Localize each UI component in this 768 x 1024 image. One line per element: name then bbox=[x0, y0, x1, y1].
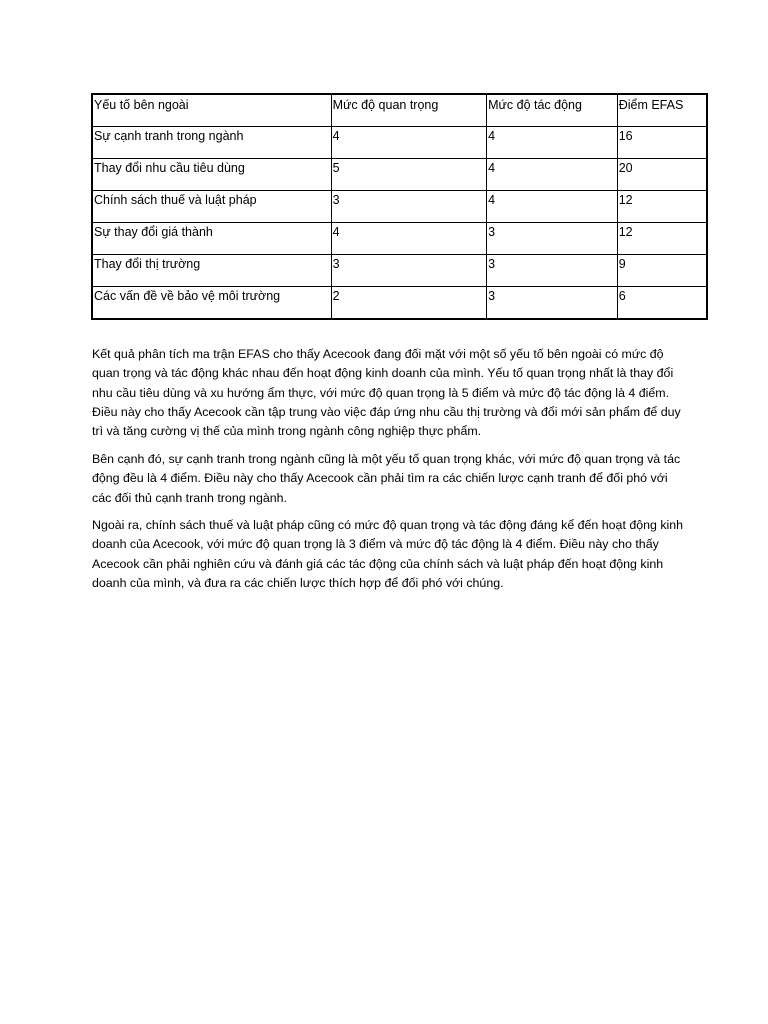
cell-score: 16 bbox=[617, 127, 707, 159]
analysis-paragraph-3: Ngoài ra, chính sách thuế và luật pháp cũng có mức độ quan trọng và tác động đáng kể đến hoạt động kinh doanh của Acecook, với mức độ quan trọng là 3 điểm và mức độ tác động là 4 điểm. Điều này cho thấy Acecook cần phải nghiên cứu và đánh giá các tác động của chính sách và luật pháp đến hoạt động kinh doanh của mình, và đưa ra các chiến lược thích hợp để đối phó với chúng. bbox=[92, 518, 684, 590]
table-row bbox=[92, 127, 707, 159]
table-row bbox=[92, 159, 707, 191]
cell-factor: Thay đổi nhu cầu tiêu dùng bbox=[92, 159, 331, 191]
cell-importance: 4 bbox=[331, 127, 486, 159]
cell-score: 12 bbox=[617, 223, 707, 255]
table-row bbox=[92, 223, 707, 255]
cell-score: 20 bbox=[617, 159, 707, 191]
table-header-row bbox=[92, 94, 707, 127]
cell-score: 6 bbox=[617, 287, 707, 320]
efas-table bbox=[91, 93, 708, 320]
cell-factor: Sự thay đổi giá thành bbox=[92, 223, 331, 255]
header-impact: Mức độ tác động bbox=[487, 94, 618, 127]
cell-importance: 2 bbox=[331, 287, 486, 320]
cell-impact: 3 bbox=[487, 255, 618, 287]
cell-score: 12 bbox=[617, 191, 707, 223]
cell-impact: 3 bbox=[487, 287, 618, 320]
cell-impact: 4 bbox=[487, 127, 618, 159]
cell-impact: 3 bbox=[487, 223, 618, 255]
cell-factor: Thay đổi thị trường bbox=[92, 255, 331, 287]
table-row bbox=[92, 191, 707, 223]
cell-impact: 4 bbox=[487, 159, 618, 191]
header-efas-score: Điểm EFAS bbox=[617, 94, 707, 127]
cell-factor: Chính sách thuế và luật pháp bbox=[92, 191, 331, 223]
cell-score: 9 bbox=[617, 255, 707, 287]
header-external-factor: Yếu tố bên ngoài bbox=[92, 94, 331, 127]
analysis-paragraph-2: Bên cạnh đó, sự cạnh tranh trong ngành cũng là một yếu tố quan trọng khác, với mức độ quan trọng và tác động đều là 4 điểm. Điều này cho thấy Acecook cần phải tìm ra các chiến lược cạnh tranh để đối phó với các đối thủ cạnh tranh trong ngành. bbox=[92, 452, 681, 505]
analysis-paragraph-1: Kết quả phân tích ma trận EFAS cho thấy Acecook đang đối mặt với một số yếu tố bên ngoài có mức độ quan trọng và tác động khác nhau đến hoạt động kinh doanh của mình. Yếu tố quan trọng nhất là thay đổi nhu cầu tiêu dùng và xu hướng ẩm thực, với mức độ quan trọng là 5 điểm và mức độ tác động là 4 điểm. Điều này cho thấy Acecook cần tập trung vào việc đáp ứng nhu cầu thị trường và đổi mới sản phẩm để duy trì và tăng cường vị thế của mình trong ngành công nghiệp thực phẩm. bbox=[92, 347, 681, 439]
cell-importance: 3 bbox=[331, 255, 486, 287]
cell-factor: Các vấn đề về bảo vệ môi trường bbox=[92, 287, 331, 320]
cell-factor: Sự cạnh tranh trong ngành bbox=[92, 127, 331, 159]
header-importance: Mức độ quan trọng bbox=[331, 94, 486, 127]
cell-importance: 5 bbox=[331, 159, 486, 191]
table-row bbox=[92, 287, 707, 320]
cell-importance: 3 bbox=[331, 191, 486, 223]
cell-impact: 4 bbox=[487, 191, 618, 223]
table-row bbox=[92, 255, 707, 287]
cell-importance: 4 bbox=[331, 223, 486, 255]
